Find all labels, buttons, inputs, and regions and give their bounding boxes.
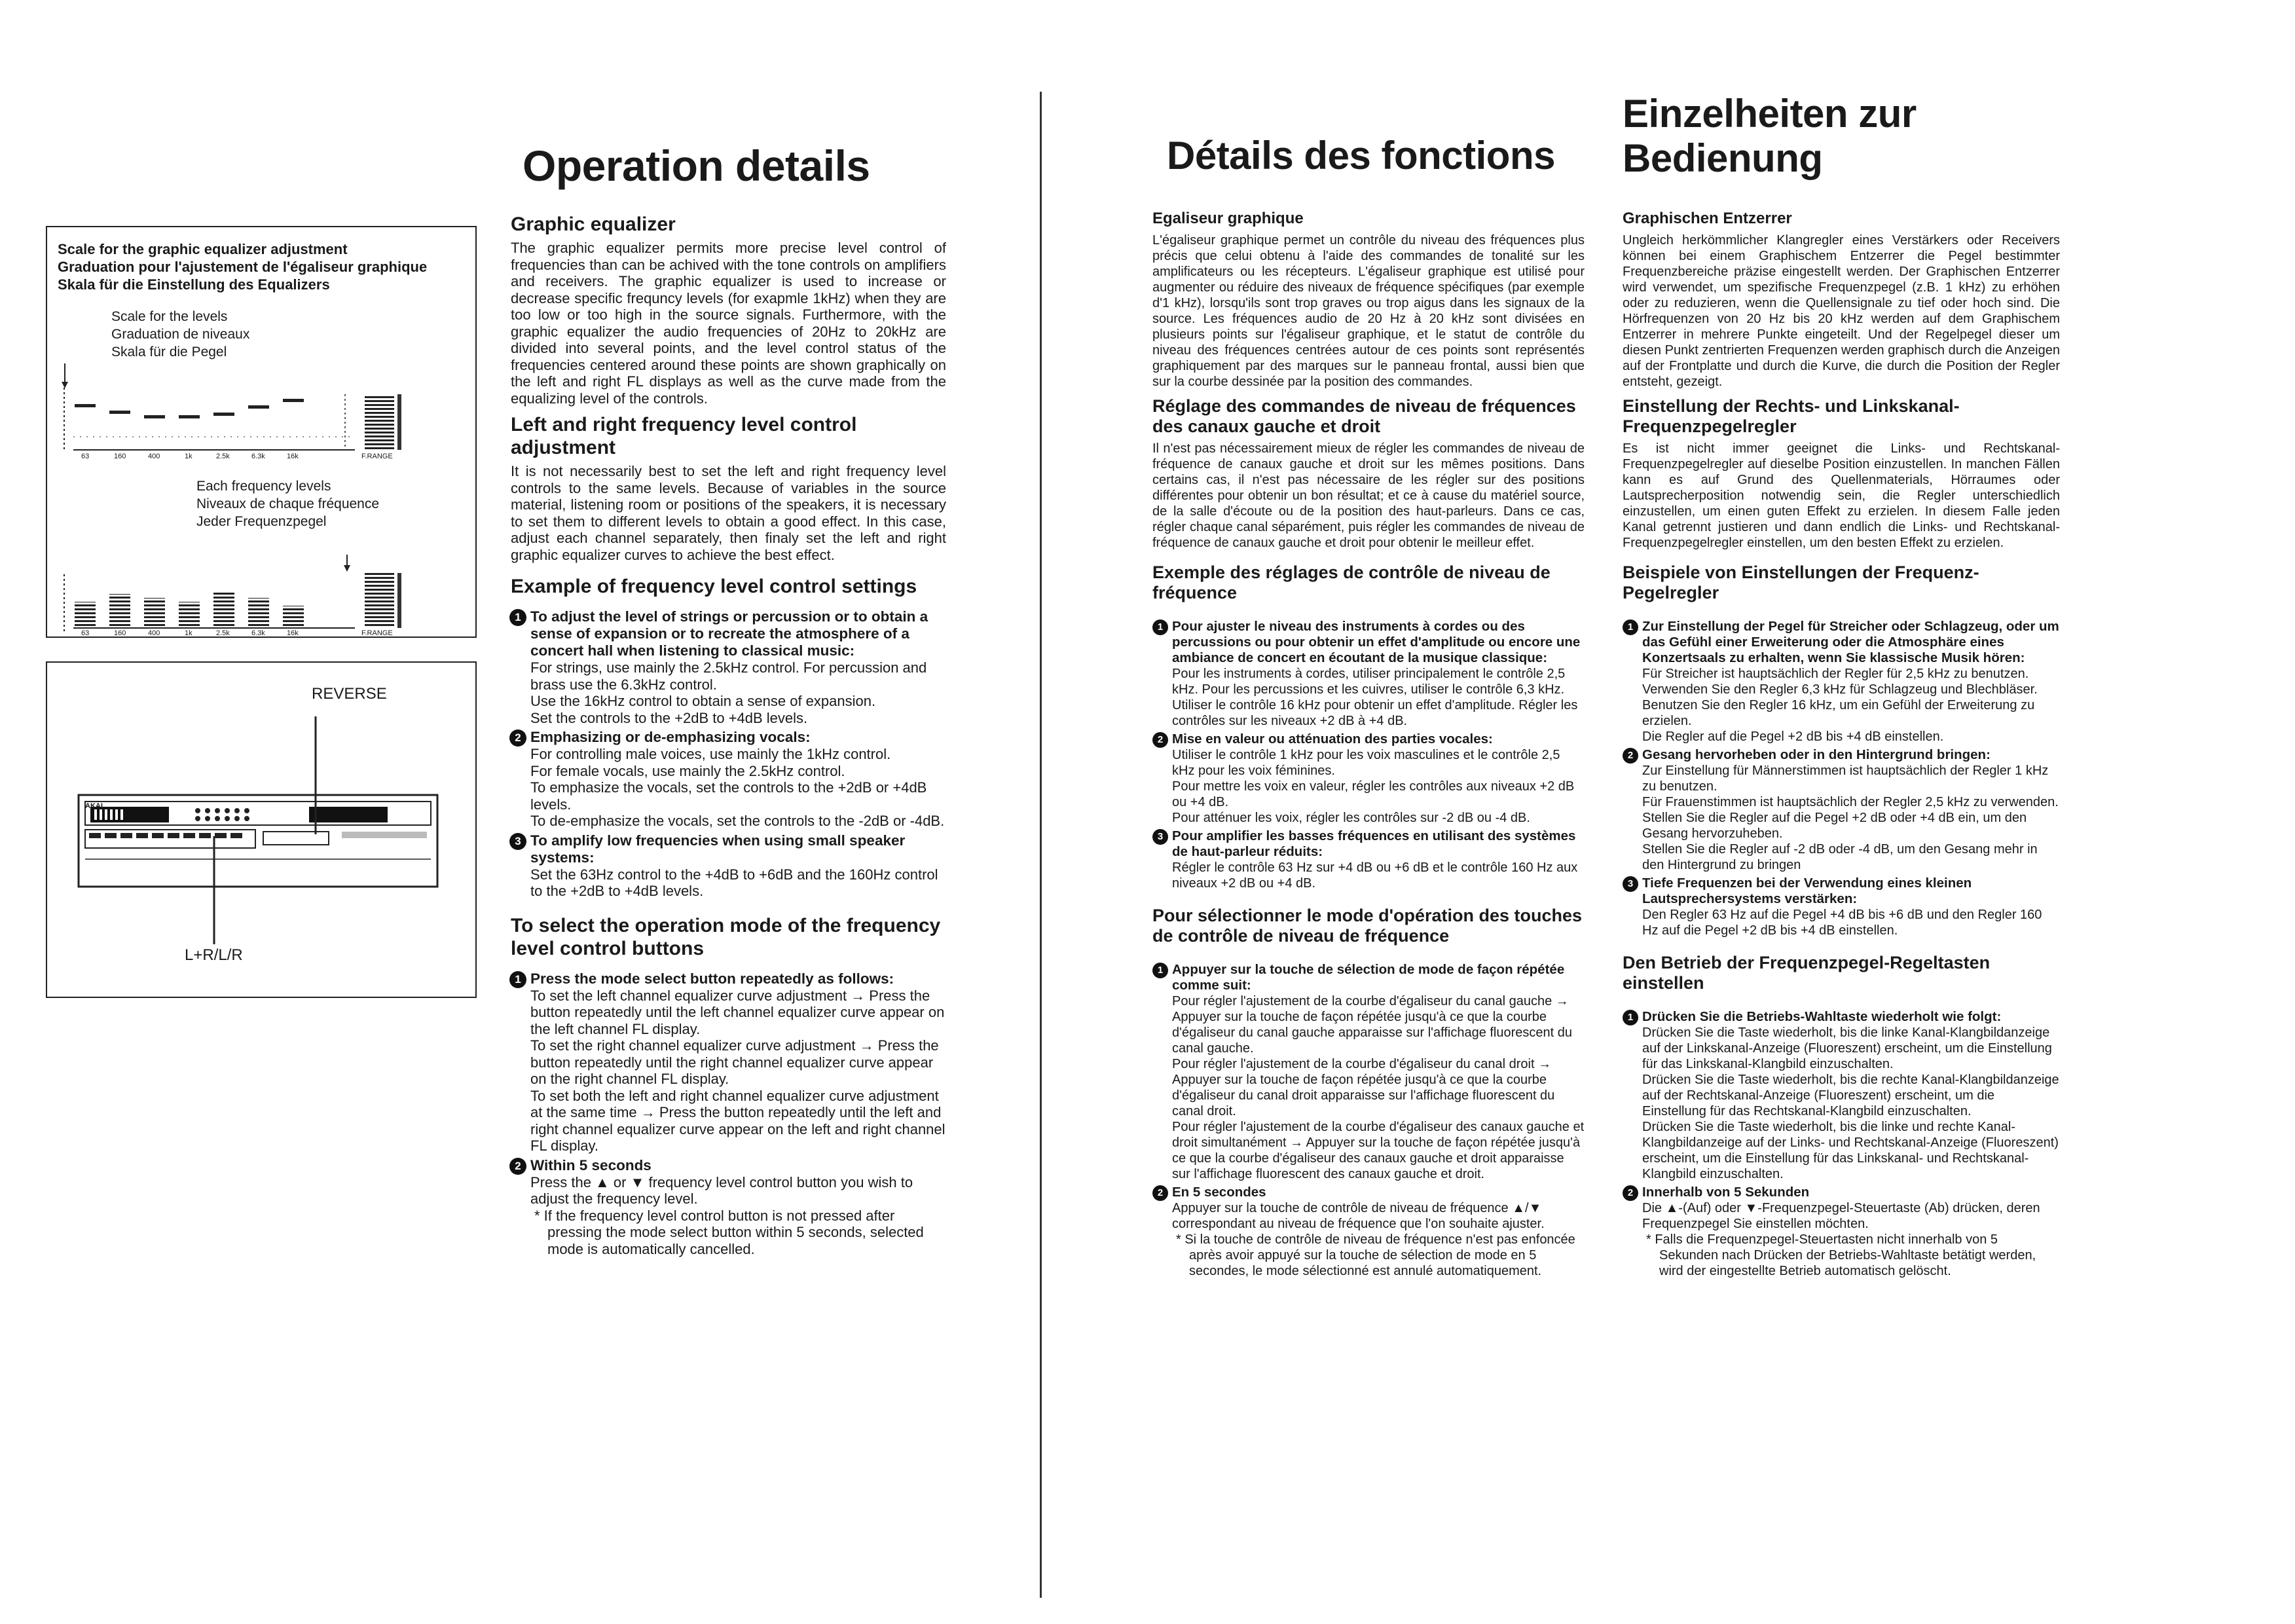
step-number: 2	[1623, 748, 1638, 764]
frange-label: F.RANGE	[361, 629, 393, 637]
each-freq-label-de: Jeder Frequenzpegel	[196, 514, 327, 529]
example-line: Pour atténuer les voix, régler les contrôles sur -2 dB ou -4 dB.	[1172, 811, 1530, 825]
mode-line: Pour régler l'ajustement de la courbe d'égaliseur du canal droit → Appuyer sur la touche de façon répétée jusqu'à ce que la courbe d'égaliseur du canal droit apparaisse sur l'affichage fluorescent du canal droit.	[1172, 1057, 1555, 1118]
step-number: 1	[509, 971, 526, 988]
step-number: 3	[509, 833, 526, 850]
body-lr-control-en: It is not necessarily best to set the left and right frequency level controls to the same levels. Because of variables in the source material, listening room or positions of the speakers, it is necessary to set them to different levels to obtain a good effect. In this case, adjust each channel separately, then finaly set the left and right graphic equalizer curves to achieve the best effect.	[511, 463, 946, 563]
page-divider	[1040, 92, 1042, 1598]
example-title: Mise en valeur ou atténuation des parties vocales:	[1172, 731, 1493, 747]
mode-line: To set the left channel equalizer curve adjustment → Press the button repeatedly until the left channel equalizer curve appear on the left channel FL display.	[530, 987, 945, 1037]
brand-logo: AKAI	[85, 802, 103, 810]
mode-note: * Si la touche de contrôle de niveau de fréquence n'est pas enfoncée après avoir appuyé sur la touche de sélection de mode en 5 secondes, le mode sélectionné est annulé automatiquement.	[1176, 1232, 1575, 1278]
step-number: 3	[1152, 829, 1168, 845]
figure-title-de: Skala für die Einstellung des Equalizers	[58, 276, 330, 293]
levels-label-en: Scale for the levels	[111, 309, 228, 324]
page-title-en: Operation details	[523, 141, 870, 190]
freq-label: 1k	[185, 452, 193, 460]
example-line: Für Streicher ist hauptsächlich der Regler für 2,5 kHz zu benutzen. Verwenden Sie den Regler 6,3 kHz für Schlagzeug und Blechbläser.	[1642, 667, 2038, 697]
body-lr-control-fr: Il n'est pas nécessairement mieux de régler les commandes de niveau de fréquence de canaux gauche et droit sur les mêmes positions. Dans certains cas, il n'est pas nécessaire de les régler sur des positions différentes pour obtenir un bon résultat; et ce à cause du matériel source, de la salle d'écoute ou de la position des haut-parleurs. Dans ce cas, régler chaque canal séparément, puis régler les commandes de niveau de fréquence de canaux gauche et droit pour obtenir le meilleur effet.	[1152, 441, 1585, 550]
mode-title: Press the mode select button repeatedly as follows:	[530, 970, 894, 987]
freq-label: 2.5k	[216, 629, 230, 637]
mode-title: Within 5 seconds	[530, 1156, 652, 1173]
step-number: 1	[1152, 619, 1168, 635]
freq-label: 2.5k	[216, 452, 230, 460]
figure-title-fr: Graduation pour l'ajustement de l'égaliseur graphique	[58, 259, 428, 275]
example-item-de	[1623, 619, 2060, 745]
freq-label: 400	[148, 629, 160, 637]
example-item-fr	[1152, 828, 1585, 891]
mode-item-en	[511, 970, 946, 1154]
mode-line: Drücken Sie die Taste wiederholt, bis die linke und rechte Kanal-Klangbildanzeige auf der Links- und Rechtskanal-Anzeige (Fluoreszent) erscheint, um die Einstellung für das Linkskanal- und Rechtskanal-Klangbild einzuschalten.	[1642, 1120, 2059, 1181]
mode-line: To set both the left and right channel equalizer curve adjustment at the same time → Press the button repeatedly until the left and right channel equalizer curve appear on the left and right channel FL display.	[530, 1087, 946, 1154]
freq-label: 6.3k	[251, 629, 265, 637]
freq-label: 16k	[287, 452, 299, 460]
french-column	[1152, 131, 1585, 1282]
step-number: 3	[1623, 876, 1638, 892]
step-number: 1	[509, 609, 526, 626]
example-line: To de-emphasize the vocals, set the controls to the -2dB or -4dB.	[530, 813, 945, 829]
german-column	[1623, 92, 2060, 1282]
heading-examples-fr: Exemple des réglages de contrôle de niveau de fréquence	[1152, 563, 1551, 602]
body-graphic-eq-en: The graphic equalizer permits more precise level control of frequencies than can be achived with the tone controls on amplifiers and receivers. The graphic equalizer is used to increase or decrease specific frequncy levels (for exapmle 1kHz) when they are too low or too high in the source signals. Furthermore, with the graphic equalizer the audio frequencies of 20Hz to 20kHz are divided into several points, and the level control status of the frequencies centered around these points are shown graphically on the left and right FL displays as well as the curve made from the equalizing level of the controls.	[511, 240, 946, 407]
example-line: Utiliser le contrôle 16 kHz pour obtenir un effet d'amplitude. Régler les contrôles sur les niveaux +2 dB à +4 dB.	[1172, 698, 1578, 728]
example-line: Pour mettre les voix en valeur, régler les contrôles aux niveaux +2 dB ou +4 dB.	[1172, 779, 1575, 809]
step-number: 2	[509, 1158, 526, 1175]
heading-lr-control-fr: Réglage des commandes de niveau de fréquences des canaux gauche et droit	[1152, 396, 1576, 436]
body-graphic-eq-fr: L'égaliseur graphique permet un contrôle du niveau des fréquences plus précis que celui obtenu à l'aide des commandes de tonalité sur les amplificateurs ou les récepteurs. L'égaliseur graphique est utilisé pour augmenter ou réduire des niveaux de fréquence spécifiques (par exemple d'1 kHz), lorsqu'ils sont trop graves ou trop aigus dans les signaux de la source. Les fréquences audio de 20 Hz à 20 kHz sont divisées en plusieurs points sur l'égaliseur graphique, et le statut de contrôle du niveau des fréquences centrées autour de ces points sont représentés graphiquement par des marques sur le panneau frontal, aussi bien que sur la courbe dessinée par la position des commandes.	[1152, 233, 1585, 389]
example-item-fr	[1152, 619, 1585, 729]
example-line: To emphasize the vocals, set the controls to the +2dB or +4dB levels.	[530, 779, 927, 813]
example-item-en	[511, 832, 946, 900]
mode-item-de	[1623, 1009, 2060, 1182]
heading-lr-control-de: Einstellung der Rechts- und Linkskanal-Frequenzpegelregler	[1623, 396, 1960, 436]
mode-title: Innerhalb von 5 Sekunden	[1642, 1185, 1810, 1200]
freq-label: 400	[148, 452, 160, 460]
example-item-en	[511, 729, 946, 830]
body-graphic-eq-de: Ungleich herkömmlicher Klangregler eines Verstärkers oder Receivers können bei einem Graphischem Entzerrer die Pegel bestimmter Frequenzbereiche präzise eingestellt werden. Der Graphischen Entzerrer wird verwendet, um spezifische Frequenzpegel (z.B. 1 kHz) zu erhöhen oder zu reduzieren, wenn die Quellensignale zu tief oder hoch sind. Die Hörfrequenzen von 20 Hz bis 20 kHz werden auf dem Graphischem Entzerrer in mehrere Punkte eingeteilt. Und der Regelpegel dieser um diesen Punkt zentrierten Frequenzen werden graphisch durch die Anzeigen auf der Frontplatte und durch die Kurve, die durch die Position der Regler entsteht, gezeigt.	[1623, 233, 2060, 389]
step-number: 2	[1152, 732, 1168, 748]
heading-lr-control-en: Left and right frequency level control adjustment	[511, 414, 857, 458]
mode-title: Drücken Sie die Betriebs-Wahltaste wiederholt wie folgt:	[1642, 1009, 2002, 1024]
mode-item-en	[511, 1157, 946, 1258]
step-number: 1	[1623, 619, 1638, 635]
mode-title: En 5 secondes	[1172, 1185, 1266, 1200]
example-item-en	[511, 608, 946, 726]
eq-scale-figure	[46, 226, 477, 638]
example-title: To adjust the level of strings or percussion or to obtain a sense of expansion or to recreate the atmosphere of a concert hall when listening to classical music:	[530, 608, 928, 659]
example-line: For female vocals, use mainly the 2.5kHz control.	[530, 762, 845, 779]
heading-graphic-eq-en: Graphic equalizer	[511, 213, 676, 235]
example-line: For controlling male voices, use mainly the 1kHz control.	[530, 746, 891, 762]
frange-label: F.RANGE	[361, 452, 393, 460]
example-line: Zur Einstellung für Männerstimmen ist hauptsächlich der Regler 1 kHz zu benutzen.	[1642, 764, 2049, 794]
example-line: Utiliser le contrôle 1 kHz pour les voix masculines et le contrôle 2,5 kHz pour les voix féminines.	[1172, 748, 1560, 778]
example-line: Set the 63Hz control to the +4dB to +6dB and the 160Hz control to the +2dB to +4dB levels.	[530, 866, 938, 899]
mode-line: Die ▲-(Auf) oder ▼-Frequenzpegel-Steuertaste (Ab) drücken, deren Frequenzpegel Sie einstellen möchten.	[1642, 1201, 2040, 1231]
step-number: 2	[1623, 1185, 1638, 1201]
example-line: Régler le contrôle 63 Hz sur +4 dB ou +6 dB et le contrôle 160 Hz aux niveaux +2 dB ou +4 dB.	[1172, 860, 1578, 891]
freq-label: 160	[114, 452, 126, 460]
mode-line: To set the right channel equalizer curve adjustment → Press the button repeatedly until the right channel equalizer curve appear on the right channel FL display.	[530, 1037, 939, 1087]
mode-line: Appuyer sur la touche de contrôle de niveau de fréquence ▲/▼ correspondant au niveau de fréquence que l'on souhaite ajuster.	[1172, 1201, 1545, 1231]
example-title: Emphasizing or de-emphasizing vocals:	[530, 729, 811, 745]
page-title-fr: Détails des fonctions	[1167, 134, 1555, 177]
mode-item-fr	[1152, 962, 1585, 1182]
english-column	[511, 141, 946, 1260]
step-number: 1	[1623, 1010, 1638, 1025]
example-line: Für Frauenstimmen ist hauptsächlich der Regler 2,5 kHz zu verwenden.	[1642, 795, 2059, 809]
example-line: Set the controls to the +2dB to +4dB levels.	[530, 709, 808, 726]
levels-label-de: Skala für die Pegel	[111, 344, 227, 360]
example-line: Stellen Sie die Regler auf die Pegel +2 dB oder +4 dB ein, um den Gesang hervorzuheben.	[1642, 811, 2027, 841]
heading-mode-en: To select the operation mode of the frequency level control buttons	[511, 914, 941, 959]
step-number: 2	[1152, 1185, 1168, 1201]
freq-label: 6.3k	[251, 452, 265, 460]
heading-examples-en: Example of frequency level control settings	[511, 576, 917, 597]
example-line: Die Regler auf die Pegel +2 dB bis +4 dB einstellen.	[1642, 729, 1944, 744]
example-title: To amplify low frequencies when using small speaker systems:	[530, 832, 906, 866]
lrl-label: L+R/L/R	[185, 946, 243, 964]
mode-line: Pour régler l'ajustement de la courbe d'égaliseur des canaux gauche et droit simultanément → Appuyer sur la touche de façon répétée jusqu'à ce que la courbe d'égaliseur des canaux gauche et droit apparaisse sur l'affichage fluorescent des canaux gauche et droit.	[1172, 1120, 1585, 1181]
heading-graphic-eq-fr: Egaliseur graphique	[1152, 210, 1304, 227]
each-freq-label-en: Each frequency levels	[196, 479, 331, 494]
example-line: Benutzen Sie den Regler 16 kHz, um ein Gefühl der Erweiterung zu erzielen.	[1642, 698, 2035, 728]
example-item-fr	[1152, 731, 1585, 826]
freq-label: 63	[81, 629, 90, 637]
example-line: Den Regler 63 Hz auf die Pegel +4 dB bis +6 dB und den Regler 160 Hz auf die Pegel +2 dB bis +4 dB einstellen.	[1642, 908, 2042, 938]
example-title: Tiefe Frequenzen bei der Verwendung eines kleinen Lautsprechersystems verstärken:	[1642, 876, 1972, 906]
mode-line: Pour régler l'ajustement de la courbe d'égaliseur du canal gauche → Appuyer sur la touche de façon répétée jusqu'à ce que la courbe d'égaliseur du canal gauche apparaisse sur l'affichage fluorescent du canal gauche.	[1172, 994, 1573, 1056]
example-item-de	[1623, 747, 2060, 873]
step-number: 2	[509, 729, 526, 747]
example-title: Zur Einstellung der Pegel für Streicher oder Schlagzeug, oder um das Gefühl einer Erweiterung oder die Atmosphäre eines Konzertsaals zu erhalten, wenn Sie klassische Musik hören:	[1642, 619, 2059, 665]
levels-label-fr: Graduation de niveaux	[111, 327, 250, 342]
example-title: Gesang hervorheben oder in den Hintergrund bringen:	[1642, 747, 1991, 762]
step-number: 1	[1152, 963, 1168, 978]
heading-mode-fr: Pour sélectionner le mode d'opération des touches de contrôle de niveau de fréquence	[1152, 906, 1583, 946]
example-title: Pour amplifier les basses fréquences en utilisant des systèmes de haut-parleur réduits:	[1172, 828, 1576, 859]
example-title: Pour ajuster le niveau des instruments à cordes ou des percussions ou pour obtenir un effet d'amplitude ou encore une ambiance de concert en écoutant de la musique classique:	[1172, 619, 1581, 665]
figure-title-en: Scale for the graphic equalizer adjustment	[58, 241, 348, 257]
body-lr-control-de: Es ist nicht immer geeignet die Links- und Rechtskanal-Frequenzpegelregler auf dieselbe Position einzustellen. In manchen Fällen kann es auf Grund des Quellenmaterials, Hörraumes oder Lautsprecherposition notwendig sein, die Regler unterschiedlich einzustellen, um einen guten Effekt zu erzielen. In diesem Falle jeden Kanal getrennt justieren und dann endlich die Links- und Rechtskanal-Frequenzpegelregler einstellen, um den besten Effekt zu erzielen.	[1623, 441, 2060, 550]
mode-item-de	[1623, 1185, 2060, 1279]
front-panel-figure	[46, 661, 477, 998]
example-line: Stellen Sie die Regler auf -2 dB oder -4 dB, um den Gesang mehr in den Hintergrund zu bringen	[1642, 842, 2038, 872]
mode-title: Appuyer sur la touche de sélection de mode de façon répétée comme suit:	[1172, 962, 1565, 993]
example-line: Pour les instruments à cordes, utiliser principalement le contrôle 2,5 kHz. Pour les percussions et les cuivres, utiliser le contrôle 6,3 kHz.	[1172, 667, 1566, 697]
freq-label: 160	[114, 629, 126, 637]
heading-graphic-eq-de: Graphischen Entzerrer	[1623, 210, 1792, 227]
page-title-de: Einzelheiten zur Bedienung	[1623, 92, 1917, 180]
example-item-de	[1623, 876, 2060, 938]
front-panel-diagram	[47, 663, 475, 997]
heading-examples-de: Beispiele von Einstellungen der Frequenz-Pegelregler	[1623, 563, 1979, 602]
freq-label: 1k	[185, 629, 193, 637]
eq-scale-diagram	[47, 227, 475, 637]
mode-note: * Falls die Frequenzpegel-Steuertasten nicht innerhalb von 5 Sekunden nach Drücken der Betriebs-Wahltaste betätigt werden, wird der eingestellte Betrieb automatisch gelöscht.	[1646, 1232, 2036, 1278]
example-line: For strings, use mainly the 2.5kHz control. For percussion and brass use the 6.3kHz control.	[530, 659, 927, 693]
heading-mode-de: Den Betrieb der Frequenzpegel-Regeltasten einstellen	[1623, 953, 1991, 993]
reverse-label: REVERSE	[312, 685, 387, 703]
mode-line: Drücken Sie die Taste wiederholt, bis die rechte Kanal-Klangbildanzeige auf der Rechtskanal-Anzeige (Fluoreszent) erscheint, um die Einstellung für das Rechtskanal-Klangbild einzuschalten.	[1642, 1073, 2059, 1118]
mode-line: Drücken Sie die Taste wiederholt, bis die linke Kanal-Klangbildanzeige auf der Linkskanal-Anzeige (Fluoreszent) erscheint, um die Einstellung für das Linkskanal-Klangbild einzuschalten.	[1642, 1025, 2052, 1071]
mode-item-fr	[1152, 1185, 1585, 1279]
mode-note: * If the frequency level control button is not pressed after pressing the mode select button within 5 seconds, selected mode is automatically cancelled.	[534, 1207, 924, 1257]
example-line: Use the 16kHz control to obtain a sense of expansion.	[530, 693, 876, 709]
each-freq-label-fr: Niveaux de chaque fréquence	[196, 496, 380, 511]
freq-label: 16k	[287, 629, 299, 637]
freq-label: 63	[81, 452, 90, 460]
mode-line: Press the ▲ or ▼ frequency level control button you wish to adjust the frequency level.	[530, 1173, 913, 1207]
